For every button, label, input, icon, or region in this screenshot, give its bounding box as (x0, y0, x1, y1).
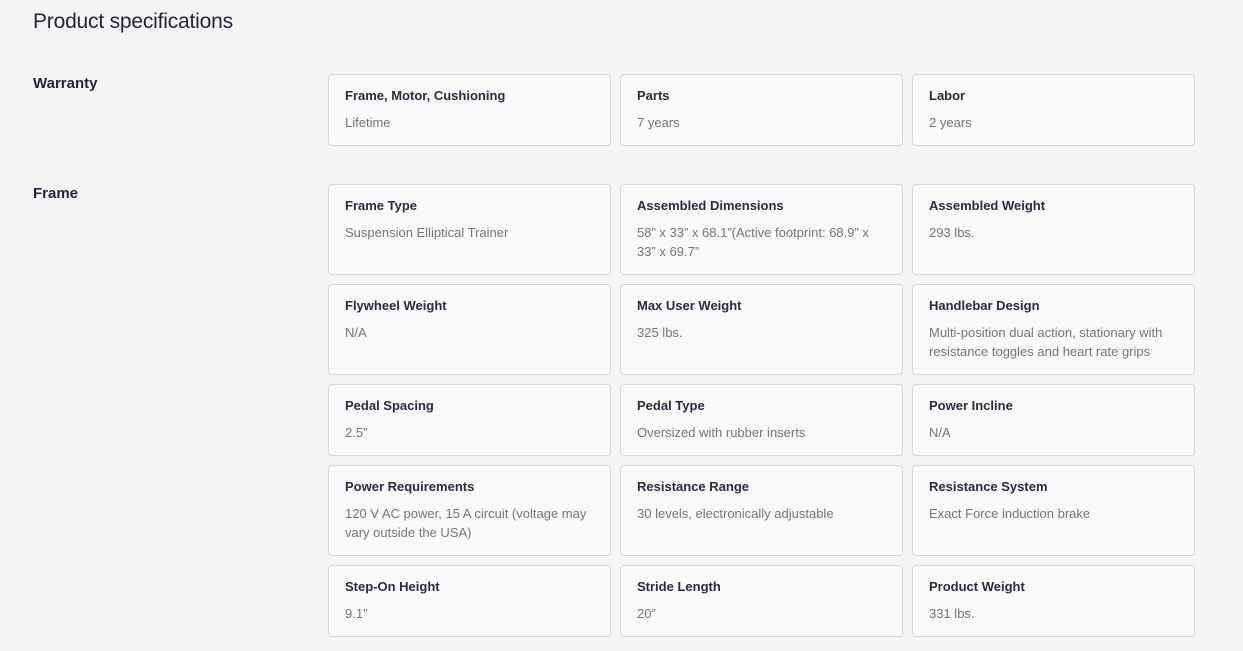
spec-card-value: Suspension Elliptical Trainer (345, 225, 509, 240)
spec-cards-grid (328, 184, 1195, 637)
spec-card-value: 9.1” (345, 606, 368, 621)
spec-card (620, 284, 903, 375)
spec-card-value: 293 lbs. (929, 225, 975, 240)
spec-card-title: Parts (637, 88, 670, 103)
spec-card-title: Power Requirements (345, 479, 475, 494)
spec-card-title: Assembled Dimensions (637, 198, 784, 213)
spec-card-title: Frame, Motor, Cushioning (345, 88, 506, 103)
spec-cards-grid (328, 74, 1195, 146)
spec-section (33, 74, 1195, 146)
spec-card-value: Oversized with rubber inserts (637, 425, 806, 440)
spec-card (620, 74, 903, 146)
spec-card-value: 58” x 33” x 68.1”(Active footprint: 68.9” x 33” x 69.7” (637, 225, 869, 259)
spec-card (328, 465, 611, 556)
spec-card-title: Product Weight (929, 579, 1025, 594)
spec-card (912, 384, 1195, 456)
spec-card-title: Pedal Spacing (345, 398, 434, 413)
spec-card-title: Step-On Height (345, 579, 440, 594)
spec-card-title: Assembled Weight (929, 198, 1046, 213)
page-title: Product specifications (33, 10, 233, 33)
spec-card-title: Stride Length (637, 579, 721, 594)
specifications-sections (33, 74, 1195, 637)
spec-card-value: 2 years (929, 115, 972, 130)
spec-card-value: 331 lbs. (929, 606, 975, 621)
spec-card-value: Exact Force induction brake (929, 506, 1091, 521)
spec-card-value: Lifetime (345, 115, 391, 130)
spec-card-title: Frame Type (345, 198, 418, 213)
spec-card-value: Multi-position dual action, stationary with resistance toggles and heart rate grips (929, 325, 1163, 359)
spec-card-value: 2.5” (345, 425, 368, 440)
spec-card (328, 184, 611, 275)
spec-card-title: Pedal Type (637, 398, 705, 413)
spec-card (620, 565, 903, 637)
spec-card-title: Resistance System (929, 479, 1048, 494)
spec-card (328, 74, 611, 146)
spec-card (328, 284, 611, 375)
spec-card-title: Handlebar Design (929, 298, 1040, 313)
spec-card-title: Max User Weight (637, 298, 742, 313)
spec-card (328, 565, 611, 637)
section-label: Warranty (33, 75, 98, 92)
spec-card (620, 465, 903, 556)
spec-card (620, 384, 903, 456)
spec-card-value: 30 levels, electronically adjustable (637, 506, 834, 521)
spec-card (912, 465, 1195, 556)
spec-card-value: 7 years (637, 115, 680, 130)
spec-card-title: Power Incline (929, 398, 1013, 413)
spec-card-value: N/A (929, 425, 951, 440)
spec-card-value: 20” (637, 606, 656, 621)
spec-card-title: Labor (929, 88, 966, 103)
spec-card (912, 565, 1195, 637)
spec-card-title: Resistance Range (637, 479, 749, 494)
spec-card-value: 325 lbs. (637, 325, 683, 340)
spec-card-value: N/A (345, 325, 367, 340)
spec-card (620, 184, 903, 275)
spec-card (912, 284, 1195, 375)
spec-card (328, 384, 611, 456)
spec-card-value: 120 V AC power, 15 A circuit (voltage may vary outside the USA) (345, 506, 587, 540)
spec-card (912, 184, 1195, 275)
spec-card (912, 74, 1195, 146)
spec-section (33, 184, 1195, 637)
section-label: Frame (33, 185, 79, 202)
spec-card-title: Flywheel Weight (345, 298, 447, 313)
